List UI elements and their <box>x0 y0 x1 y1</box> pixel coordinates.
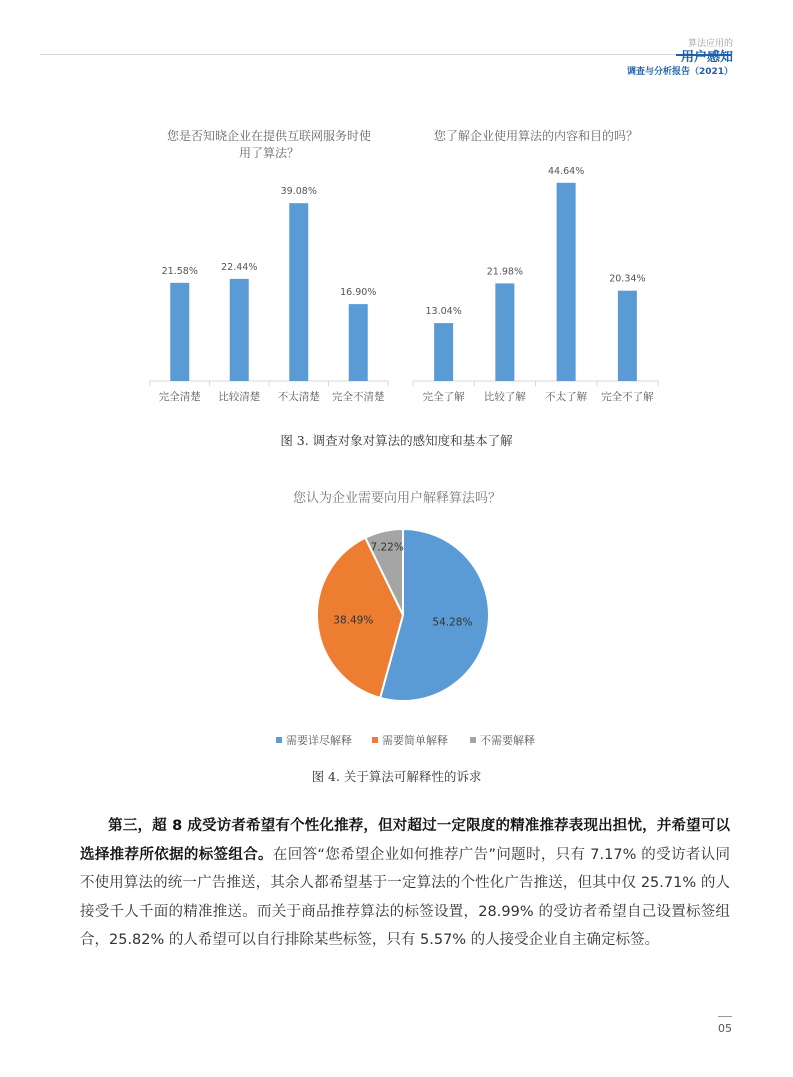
category-label: 完全不清楚 <box>332 391 385 403</box>
legend-label: 不需要解释 <box>480 734 535 747</box>
category-label: 完全不了解 <box>601 391 654 403</box>
body-paragraph <box>80 812 730 955</box>
figure-3-caption: 图 3. 调查对象对算法的感知度和基本了解 <box>280 433 513 448</box>
figure-4-caption: 图 4. 关于算法可解释性的诉求 <box>311 769 482 784</box>
legend-swatch <box>470 737 476 743</box>
page-number-rule <box>718 1016 732 1017</box>
header-subtitle: 调查与分析报告（2021） <box>626 67 733 77</box>
legend-swatch <box>372 737 378 743</box>
legend-label: 需要简单解释 <box>382 734 448 747</box>
legend-swatch <box>276 737 282 743</box>
chart-title: 用了算法？ <box>238 146 300 160</box>
category-label: 完全清楚 <box>158 391 201 403</box>
bar-value-label: 44.64% <box>548 165 585 177</box>
page-number: 05 <box>718 1022 732 1035</box>
bar <box>349 304 368 381</box>
bar <box>495 283 514 381</box>
bar-value-label: 13.04% <box>425 306 462 318</box>
bar <box>434 323 453 381</box>
bar-value-label: 20.34% <box>609 273 646 285</box>
chart-title: 您是否知晓企业在提供互联网服务时使 <box>166 129 372 143</box>
category-label: 不太清楚 <box>277 391 320 403</box>
bar-value-label: 16.90% <box>340 287 377 299</box>
pie-value-label: 7.22% <box>370 541 404 554</box>
paragraph-bold-lead: 第三，超 8 成受访者希望有个性化推荐，但对超过一定限度的精准推荐表现出担忧，并希望可以选择推荐所依据的标签组合。 <box>80 818 730 863</box>
bar <box>618 291 637 381</box>
header-small-text: 算法应用的 <box>687 39 733 49</box>
bar-value-label: 39.08% <box>280 186 317 198</box>
bar-value-label: 21.98% <box>486 266 523 278</box>
category-label: 不太了解 <box>545 391 588 403</box>
bar-value-label: 21.58% <box>161 265 198 277</box>
paragraph-text: 在回答“您希望企业如何推荐广告”问题时，只有 7.17% 的受访者认同不使用算法的统一广告推送，其余人都希望基于一定算法的个性化广告推送，但其中仅 25.71% 的人接受千人千面的精准推送。而关于商品推荐算法的标签设置，28.99% 的受访者希望自己设置标签组合，25.82% 的人希望可以自行排除某些标签，只有 5.57% 的人接受企业自主确定标签。 <box>80 846 730 948</box>
bar <box>557 183 576 381</box>
category-label: 比较了解 <box>483 391 526 403</box>
bar <box>170 283 189 381</box>
legend-label: 需要详尽解释 <box>286 734 352 747</box>
pie-value-label: 38.49% <box>333 614 374 627</box>
bar-value-label: 22.44% <box>221 261 258 273</box>
bar <box>289 203 308 381</box>
category-label: 比较清楚 <box>218 391 261 403</box>
category-label: 完全了解 <box>422 391 465 403</box>
chart-title: 您认为企业需要向用户解释算法吗？ <box>292 491 502 506</box>
chart-title: 您了解企业使用算法的内容和目的吗？ <box>433 129 639 143</box>
bar <box>230 279 249 381</box>
header-title: 用户感知 <box>680 50 733 65</box>
pie-value-label: 54.28% <box>432 616 473 629</box>
